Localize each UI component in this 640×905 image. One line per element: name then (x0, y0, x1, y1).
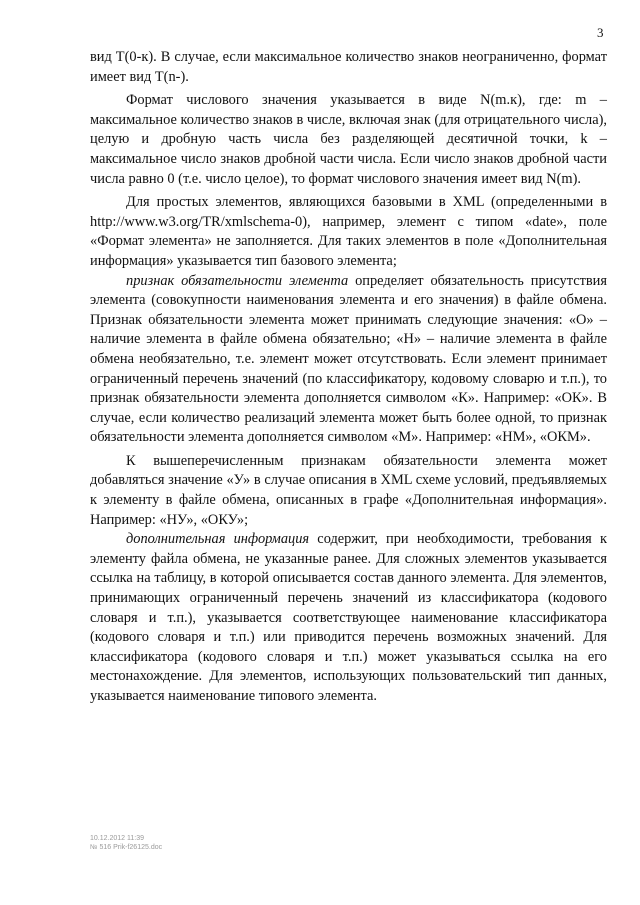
print-footer (90, 834, 162, 852)
term-additional-info: дополнительная информация (126, 531, 310, 548)
paragraph-format-text-end (90, 48, 607, 87)
paragraph-text: К вышеперечисленным признакам обязательности элемента может добавляться значение «У» в случае описания в XML схеме условий, предъявляемых к элементу в файле обмена, описанных в графе «Дополнительная информация». Например: «НУ», «ОКУ»; (90, 452, 607, 528)
paragraph-text: содержит, при необходимости, требования к элементу файла обмена, не указанные ранее. Для сложных элементов указывается ссылка на таблицу, в которой описывается состав данного элемента. Для элементов, принимающих ограниченный перечень значений из классификатора (кодового словаря и т.п.), указывается соответствующее наименование классификатора (кодового словаря и т.п.) или приводится перечень возможных значений. Для классификатора (кодового словаря и т.п.) может указываться ссылка на его местонахождение. Для элементов, использующих пользовательский тип данных, указывается наименование типового элемента. (90, 531, 607, 704)
term-mandatory-flag: признак обязательности элемента (126, 272, 349, 289)
document-body (90, 48, 607, 707)
paragraph-text: вид T(0-к). В случае, если максимальное количество знаков неограниченно, формат имеет вид T(n-). (90, 49, 607, 85)
page-number: 3 (597, 25, 604, 40)
paragraph-condition-flag (90, 452, 607, 530)
paragraph-text: определяет обязательность присутствия элемента (совокупности наименования элемента и его значения) в файле обмена. Признак обязательности элемента может принимать следующие значения: «О» – наличие элемента в файле обмена обязательно; «Н» – наличие элемента в файле обмена необязательно, т.е. элемент может отсутствовать. Если элемент принимает ограниченный перечень значений (по классификатору, кодовому словарю и т.п.), то признак обязательности элемента дополняется символом «К». Например: «ОК». В случае, если количество реализаций элемента может быть более одной, то признак обязательности элемента дополняется символом «М». Например: «НМ», «ОКМ». (90, 272, 607, 446)
paragraph-text: Формат числового значения указывается в виде N(m.к), где: m – максимальное количество знаков в числе, включая знак (для отрицательного числа), целую и дробную часть числа без разделяющей десятичной точки, k – максимальное число знаков дробной части числа. Если число знаков дробной части числа равно 0 (т.е. число целое), то формат числового значения имеет вид N(m). (90, 92, 607, 187)
footer-file-name: № 516 Prik-f26125.doc (90, 844, 163, 851)
paragraph-mandatory-flag (90, 272, 607, 448)
paragraph-numeric-format (90, 91, 607, 189)
footer-timestamp: 10.12.2012 11:39 (90, 835, 144, 842)
paragraph-simple-elements (90, 193, 607, 271)
paragraph-additional-info (90, 530, 607, 706)
paragraph-text: Для простых элементов, являющихся базовыми в XML (определенными в http://www.w3.org/TR/xmlschema-0), например, элемент с типом «date», поле «Формат элемента» не заполняется. Для таких элементов в поле «Дополнительная информация» указывается тип базового элемента; (90, 194, 607, 269)
